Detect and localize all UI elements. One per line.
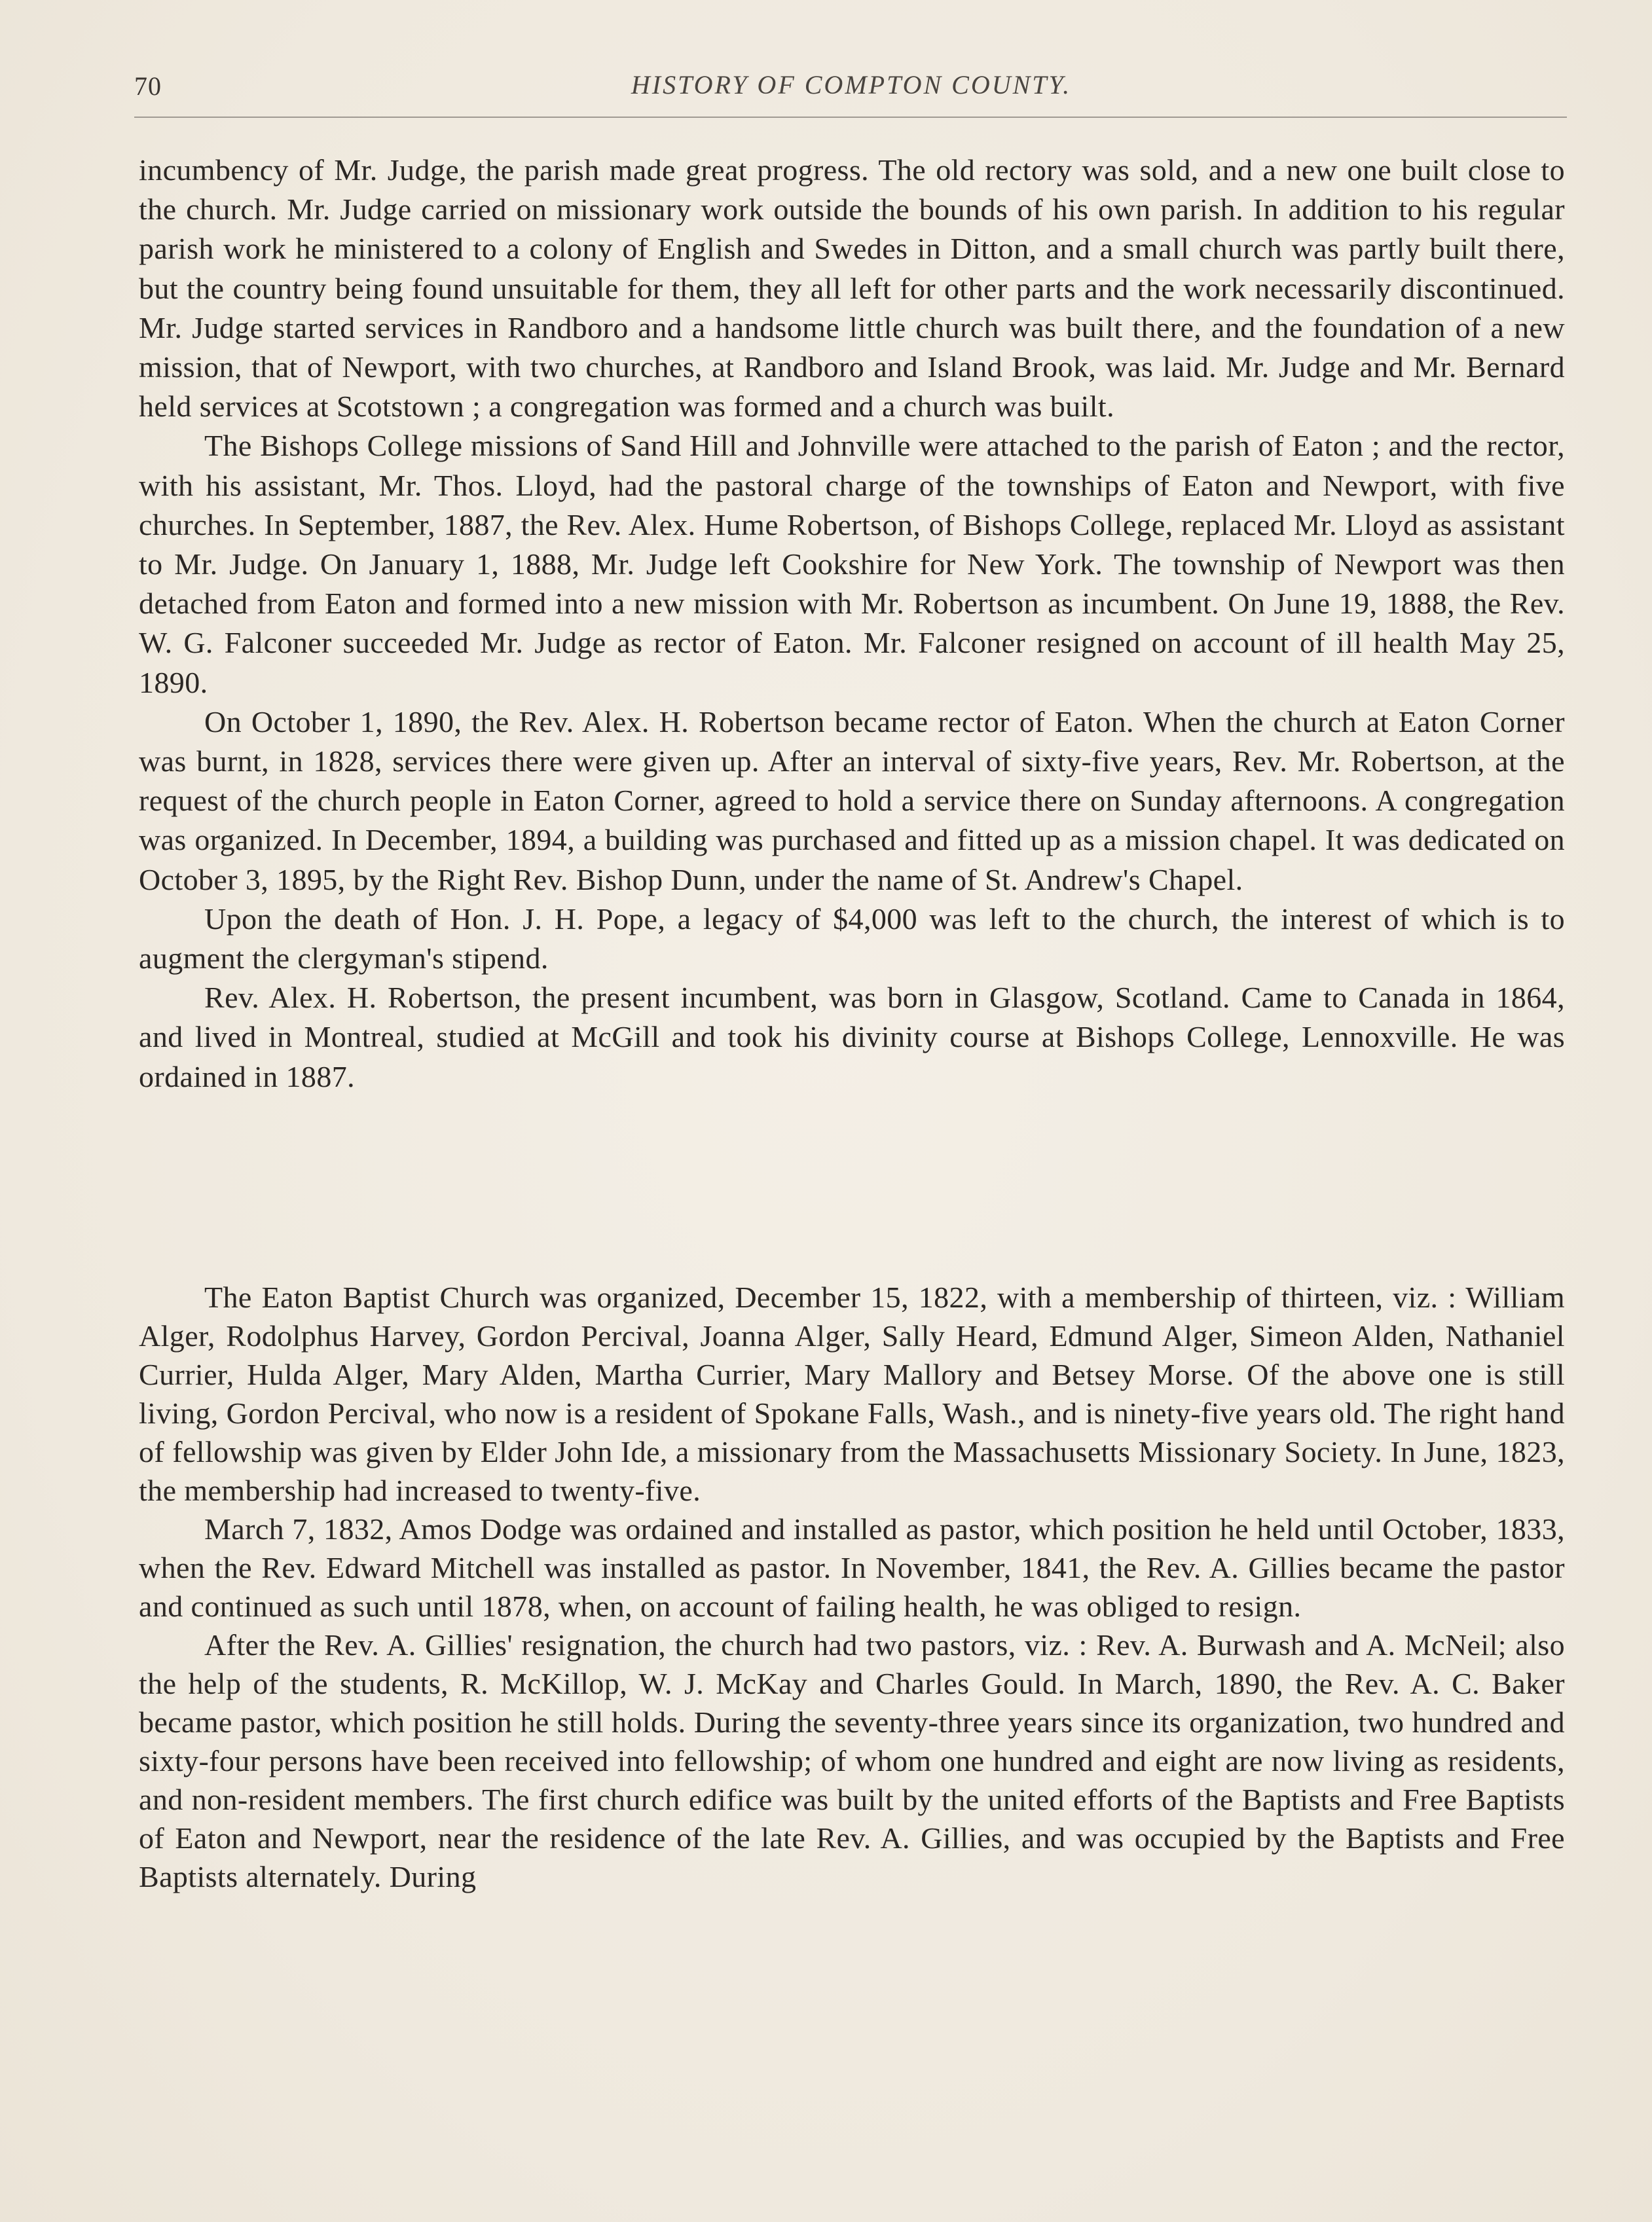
paragraph: After the Rev. A. Gillies' resignation, the church had two pastors, viz. : Rev. A. Burwash and A. McNeil; also the help of the students, R. McKillop, W. J. McKay and Charles Gould. In March, 1890, the Rev. A. C. Baker became pastor, which position he still holds. During the seventy-three years since its organization, two hundred and sixty-four persons have been received into fellowship; of whom one hundred and eight are now living as residents, and non-resident members. The first church edifice was built by the united efforts of the Baptists and Free Baptists of Eaton and Newport, near the residence of the late Rev. A. Gillies, and was occupied by the Baptists and Free Baptists alternately. During <box>139 1628 1565 1893</box>
page-number: 70 <box>134 71 162 101</box>
section-anglican-parish <box>139 151 1565 1097</box>
section-baptist-church <box>139 1278 1565 1896</box>
paragraph: March 7, 1832, Amos Dodge was ordained and installed as pastor, which position he held until October, 1833, when the Rev. Edward Mitchell was installed as pastor. In November, 1841, the Rev. A. Gillies became the pastor and continued as such until 1878, when, on account of failing health, he was obliged to resign. <box>139 1512 1565 1623</box>
running-title: HISTORY OF COMPTON COUNTY. <box>631 70 1072 100</box>
page-header <box>134 65 1568 118</box>
header-rule <box>134 117 1567 118</box>
paragraph: The Eaton Baptist Church was organized, December 15, 1822, with a membership of thirteen, viz. : William Alger, Rodolphus Harvey, Gordon Percival, Joanna Alger, Sally Heard, Edmund Alger, Simeon Alden, Nathaniel Currier, Hulda Alger, Mary Alden, Martha Currier, Mary Mallory and Betsey Morse. Of the above one is still living, Gordon Percival, who now is a resident of Spokane Falls, Wash., and is ninety-five years old. The right hand of fellowship was given by Elder John Ide, a missionary from the Massachusetts Missionary Society. In June, 1823, the membership had increased to twenty-five. <box>139 1281 1565 1507</box>
paragraph: The Bishops College missions of Sand Hill and Johnville were attached to the parish of Eaton ; and the rector, with his assistant, Mr. Thos. Lloyd, had the pastoral charge of the townships of Eaton and Newport, with five churches. In September, 1887, the Rev. Alex. Hume Robertson, of Bishops College, replaced Mr. Lloyd as assistant to Mr. Judge. On January 1, 1888, Mr. Judge left Cookshire for New York. The township of Newport was then detached from Eaton and formed into a new mission with Mr. Robertson as incumbent. On June 19, 1888, the Rev. W. G. Falconer succeeded Mr. Judge as rector of Eaton. Mr. Falconer resigned on account of ill health May 25, 1890. <box>139 429 1565 699</box>
paragraph: Upon the death of Hon. J. H. Pope, a legacy of $4,000 was left to the church, the interest of which is to augment the clergyman's stipend. <box>139 902 1565 975</box>
paragraph: Rev. Alex. H. Robertson, the present incumbent, was born in Glasgow, Scotland. Came to Canada in 1864, and lived in Montreal, studied at McGill and took his divinity course at Bishops College, Lennoxville. He was ordained in 1887. <box>139 981 1565 1093</box>
paragraph: On October 1, 1890, the Rev. Alex. H. Robertson became rector of Eaton. When the church at Eaton Corner was burnt, in 1828, services there were given up. After an interval of sixty-five years, Rev. Mr. Robertson, at the request of the church people in Eaton Corner, agreed to hold a service there on Sunday afternoons. A congregation was organized. In December, 1894, a building was purchased and fitted up as a mission chapel. It was dedicated on October 3, 1895, by the Right Rev. Bishop Dunn, under the name of St. Andrew's Chapel. <box>139 704 1565 896</box>
paragraph: incumbency of Mr. Judge, the parish made great progress. The old rectory was sold, and a new one built close to the church. Mr. Judge carried on missionary work outside the bounds of his own parish. In addition to his regular parish work he ministered to a colony of English and Swedes in Ditton, and a small church was partly built there, but the country being found unsuitable for them, they all left for other parts and the work necessarily discontinued. Mr. Judge started services in Randboro and a handsome little church was built there, and the foundation of a new mission, that of Newport, with two churches, at Randboro and Island Brook, was laid. Mr. Judge and Mr. Bernard held services at Scotstown ; a congregation was formed and a church was built. <box>139 153 1565 424</box>
